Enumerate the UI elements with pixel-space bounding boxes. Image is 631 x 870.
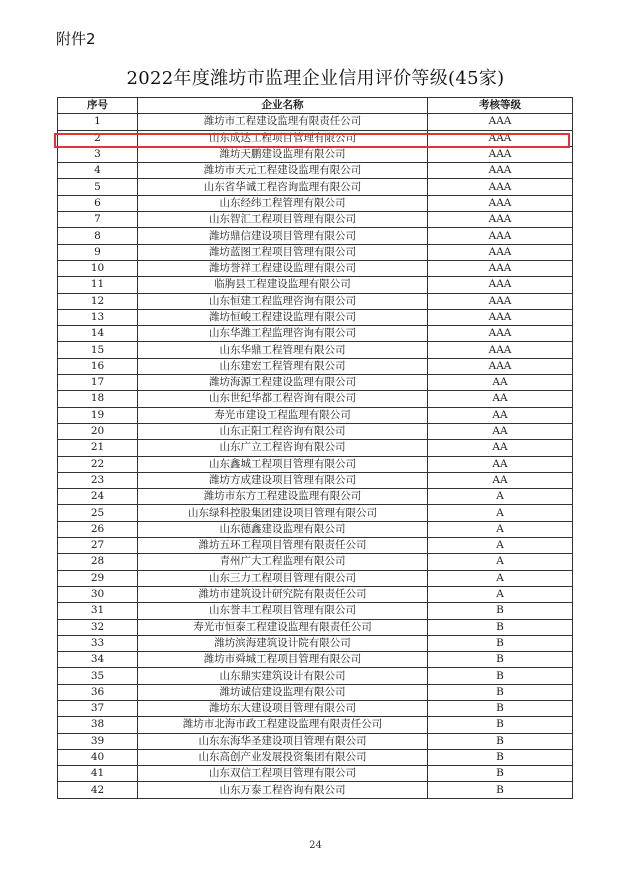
cell-index: 37: [58, 700, 138, 716]
cell-index: 1: [58, 114, 138, 130]
cell-index: 23: [58, 472, 138, 488]
table-row: [58, 472, 573, 488]
table-row: [58, 619, 573, 635]
table-row: [58, 244, 573, 260]
cell-company: 潍坊市建筑设计研究院有限责任公司: [138, 586, 428, 602]
cell-company: 山东东海华圣建设项目管理有限公司: [138, 733, 428, 749]
cell-company: 山东德鑫建设监理有限公司: [138, 521, 428, 537]
cell-index: 16: [58, 358, 138, 374]
table-row: [58, 358, 573, 374]
cell-grade: AAA: [428, 309, 573, 325]
cell-company: 潍坊誉祥工程建设监理有限公司: [138, 260, 428, 276]
table-row: [58, 505, 573, 521]
cell-index: 34: [58, 652, 138, 668]
cell-grade: AAA: [428, 212, 573, 228]
cell-company: 山东双信工程项目管理有限公司: [138, 766, 428, 782]
cell-company: 潍坊海源工程建设监理有限公司: [138, 375, 428, 391]
cell-index: 13: [58, 309, 138, 325]
cell-index: 3: [58, 146, 138, 162]
table-row: [58, 260, 573, 276]
cell-company: 山东誉丰工程项目管理有限公司: [138, 603, 428, 619]
table-row: [58, 603, 573, 619]
cell-company: 青州广大工程监理有限公司: [138, 554, 428, 570]
table-row: [58, 277, 573, 293]
cell-grade: A: [428, 505, 573, 521]
cell-index: 33: [58, 635, 138, 651]
cell-index: 28: [58, 554, 138, 570]
document-title: 2022年度潍坊市监理企业信用评价等级(45家): [126, 68, 505, 89]
table-row: [58, 456, 573, 472]
cell-grade: AAA: [428, 146, 573, 162]
cell-grade: B: [428, 603, 573, 619]
table-row: [58, 391, 573, 407]
table-row: [58, 586, 573, 602]
table-row: [58, 554, 573, 570]
table-row: [58, 782, 573, 798]
cell-company: 潍坊滨海建筑设计院有限公司: [138, 635, 428, 651]
cell-grade: AAA: [428, 342, 573, 358]
cell-grade: B: [428, 733, 573, 749]
cell-grade: AA: [428, 440, 573, 456]
cell-index: 7: [58, 212, 138, 228]
cell-grade: AA: [428, 391, 573, 407]
cell-index: 39: [58, 733, 138, 749]
table-row: [58, 749, 573, 765]
cell-grade: B: [428, 782, 573, 798]
cell-company: 潍坊恒峻工程建设监理有限公司: [138, 309, 428, 325]
cell-company: 山东恒建工程监理咨询有限公司: [138, 293, 428, 309]
table-row: [58, 684, 573, 700]
cell-index: 14: [58, 326, 138, 342]
cell-grade: B: [428, 766, 573, 782]
cell-index: 42: [58, 782, 138, 798]
cell-index: 21: [58, 440, 138, 456]
table-row: [58, 212, 573, 228]
cell-grade: AAA: [428, 228, 573, 244]
header-company: 企业名称: [138, 98, 428, 114]
cell-company: 山东万泰工程咨询有限公司: [138, 782, 428, 798]
cell-grade: A: [428, 489, 573, 505]
page-number: 24: [309, 840, 322, 851]
header-index: 序号: [58, 98, 138, 114]
cell-index: 32: [58, 619, 138, 635]
attachment-label: 附件2: [56, 30, 96, 48]
cell-company: 山东高创产业发展投资集团有限公司: [138, 749, 428, 765]
cell-company: 山东鼎实建筑设计有限公司: [138, 668, 428, 684]
cell-index: 29: [58, 570, 138, 586]
table-row: [58, 114, 573, 130]
cell-company: 山东鑫城工程项目管理有限公司: [138, 456, 428, 472]
cell-index: 17: [58, 375, 138, 391]
cell-index: 30: [58, 586, 138, 602]
cell-grade: AAA: [428, 130, 573, 146]
cell-company: 山东华鼎工程管理有限公司: [138, 342, 428, 358]
cell-index: 9: [58, 244, 138, 260]
cell-company: 山东成达工程项目管理有限公司: [138, 130, 428, 146]
cell-company: 寿光市恒泰工程建设监理有限责任公司: [138, 619, 428, 635]
cell-index: 19: [58, 407, 138, 423]
cell-index: 18: [58, 391, 138, 407]
cell-grade: B: [428, 652, 573, 668]
cell-index: 5: [58, 179, 138, 195]
cell-company: 山东省华诚工程咨询监理有限公司: [138, 179, 428, 195]
cell-company: 山东三力工程项目管理有限公司: [138, 570, 428, 586]
cell-index: 36: [58, 684, 138, 700]
cell-grade: AA: [428, 407, 573, 423]
cell-grade: B: [428, 684, 573, 700]
cell-company: 潍坊天鹏建设监理有限公司: [138, 146, 428, 162]
cell-index: 2: [58, 130, 138, 146]
cell-index: 12: [58, 293, 138, 309]
cell-company: 山东建宏工程管理有限公司: [138, 358, 428, 374]
cell-grade: AAA: [428, 277, 573, 293]
cell-index: 15: [58, 342, 138, 358]
table-row: [58, 538, 573, 554]
cell-grade: B: [428, 668, 573, 684]
table-row: [58, 489, 573, 505]
cell-index: 38: [58, 717, 138, 733]
cell-index: 4: [58, 163, 138, 179]
cell-index: 40: [58, 749, 138, 765]
cell-grade: A: [428, 554, 573, 570]
cell-grade: AAA: [428, 293, 573, 309]
cell-grade: B: [428, 619, 573, 635]
cell-index: 25: [58, 505, 138, 521]
cell-grade: B: [428, 749, 573, 765]
cell-company: 潍坊市北海市政工程建设监理有限责任公司: [138, 717, 428, 733]
cell-company: 潍坊市舜城工程项目管理有限公司: [138, 652, 428, 668]
cell-company: 潍坊市工程建设监理有限责任公司: [138, 114, 428, 130]
table-row: [58, 179, 573, 195]
table-row: [58, 733, 573, 749]
cell-grade: AAA: [428, 163, 573, 179]
cell-index: 8: [58, 228, 138, 244]
cell-company: 山东世纪华都工程咨询有限公司: [138, 391, 428, 407]
cell-grade: AAA: [428, 179, 573, 195]
cell-grade: B: [428, 635, 573, 651]
cell-grade: AA: [428, 472, 573, 488]
cell-grade: AAA: [428, 260, 573, 276]
table-row: [58, 163, 573, 179]
cell-grade: A: [428, 538, 573, 554]
cell-company: 山东绿科控股集团建设项目管理有限公司: [138, 505, 428, 521]
cell-company: 山东智汇工程项目管理有限公司: [138, 212, 428, 228]
cell-grade: AAA: [428, 358, 573, 374]
table-row: [58, 130, 573, 146]
table-row: [58, 407, 573, 423]
table-row: [58, 668, 573, 684]
cell-company: 山东华潍工程监理咨询有限公司: [138, 326, 428, 342]
cell-index: 20: [58, 423, 138, 439]
table-row: [58, 228, 573, 244]
table-header-row: [58, 98, 573, 114]
cell-grade: AAA: [428, 326, 573, 342]
cell-grade: AAA: [428, 114, 573, 130]
cell-company: 潍坊鼎信建设项目管理有限公司: [138, 228, 428, 244]
cell-grade: A: [428, 521, 573, 537]
table-row: [58, 570, 573, 586]
cell-company: 潍坊市天元工程建设监理有限公司: [138, 163, 428, 179]
cell-index: 26: [58, 521, 138, 537]
table-row: [58, 146, 573, 162]
table-row: [58, 700, 573, 716]
cell-grade: AAA: [428, 244, 573, 260]
table-row: [58, 326, 573, 342]
cell-grade: AA: [428, 456, 573, 472]
cell-company: 临朐县工程建设监理有限公司: [138, 277, 428, 293]
cell-index: 41: [58, 766, 138, 782]
cell-company: 潍坊诚信建设监理有限公司: [138, 684, 428, 700]
table-row: [58, 375, 573, 391]
table-row: [58, 342, 573, 358]
cell-grade: A: [428, 586, 573, 602]
cell-company: 寿光市建设工程监理有限公司: [138, 407, 428, 423]
table-row: [58, 766, 573, 782]
cell-grade: B: [428, 717, 573, 733]
cell-company: 潍坊方成建设项目管理有限公司: [138, 472, 428, 488]
cell-index: 22: [58, 456, 138, 472]
table-row: [58, 440, 573, 456]
table-row: [58, 309, 573, 325]
cell-index: 35: [58, 668, 138, 684]
cell-grade: AA: [428, 375, 573, 391]
table-row: [58, 521, 573, 537]
cell-company: 潍坊五环工程项目管理有限责任公司: [138, 538, 428, 554]
cell-company: 潍坊市东方工程建设监理有限公司: [138, 489, 428, 505]
table-row: [58, 717, 573, 733]
table-row: [58, 652, 573, 668]
cell-index: 10: [58, 260, 138, 276]
rating-table: [57, 97, 573, 799]
cell-company: 山东正阳工程咨询有限公司: [138, 423, 428, 439]
header-grade: 考核等级: [428, 98, 573, 114]
table-row: [58, 423, 573, 439]
cell-index: 24: [58, 489, 138, 505]
cell-index: 27: [58, 538, 138, 554]
cell-index: 11: [58, 277, 138, 293]
cell-company: 山东广立工程咨询有限公司: [138, 440, 428, 456]
table-row: [58, 635, 573, 651]
cell-company: 山东经纬工程管理有限公司: [138, 195, 428, 211]
cell-company: 潍坊蓝图工程项目管理有限公司: [138, 244, 428, 260]
cell-grade: AAA: [428, 195, 573, 211]
cell-index: 31: [58, 603, 138, 619]
cell-company: 潍坊东大建设项目管理有限公司: [138, 700, 428, 716]
cell-grade: A: [428, 570, 573, 586]
cell-grade: B: [428, 700, 573, 716]
cell-grade: AA: [428, 423, 573, 439]
cell-index: 6: [58, 195, 138, 211]
table-row: [58, 293, 573, 309]
table-row: [58, 195, 573, 211]
